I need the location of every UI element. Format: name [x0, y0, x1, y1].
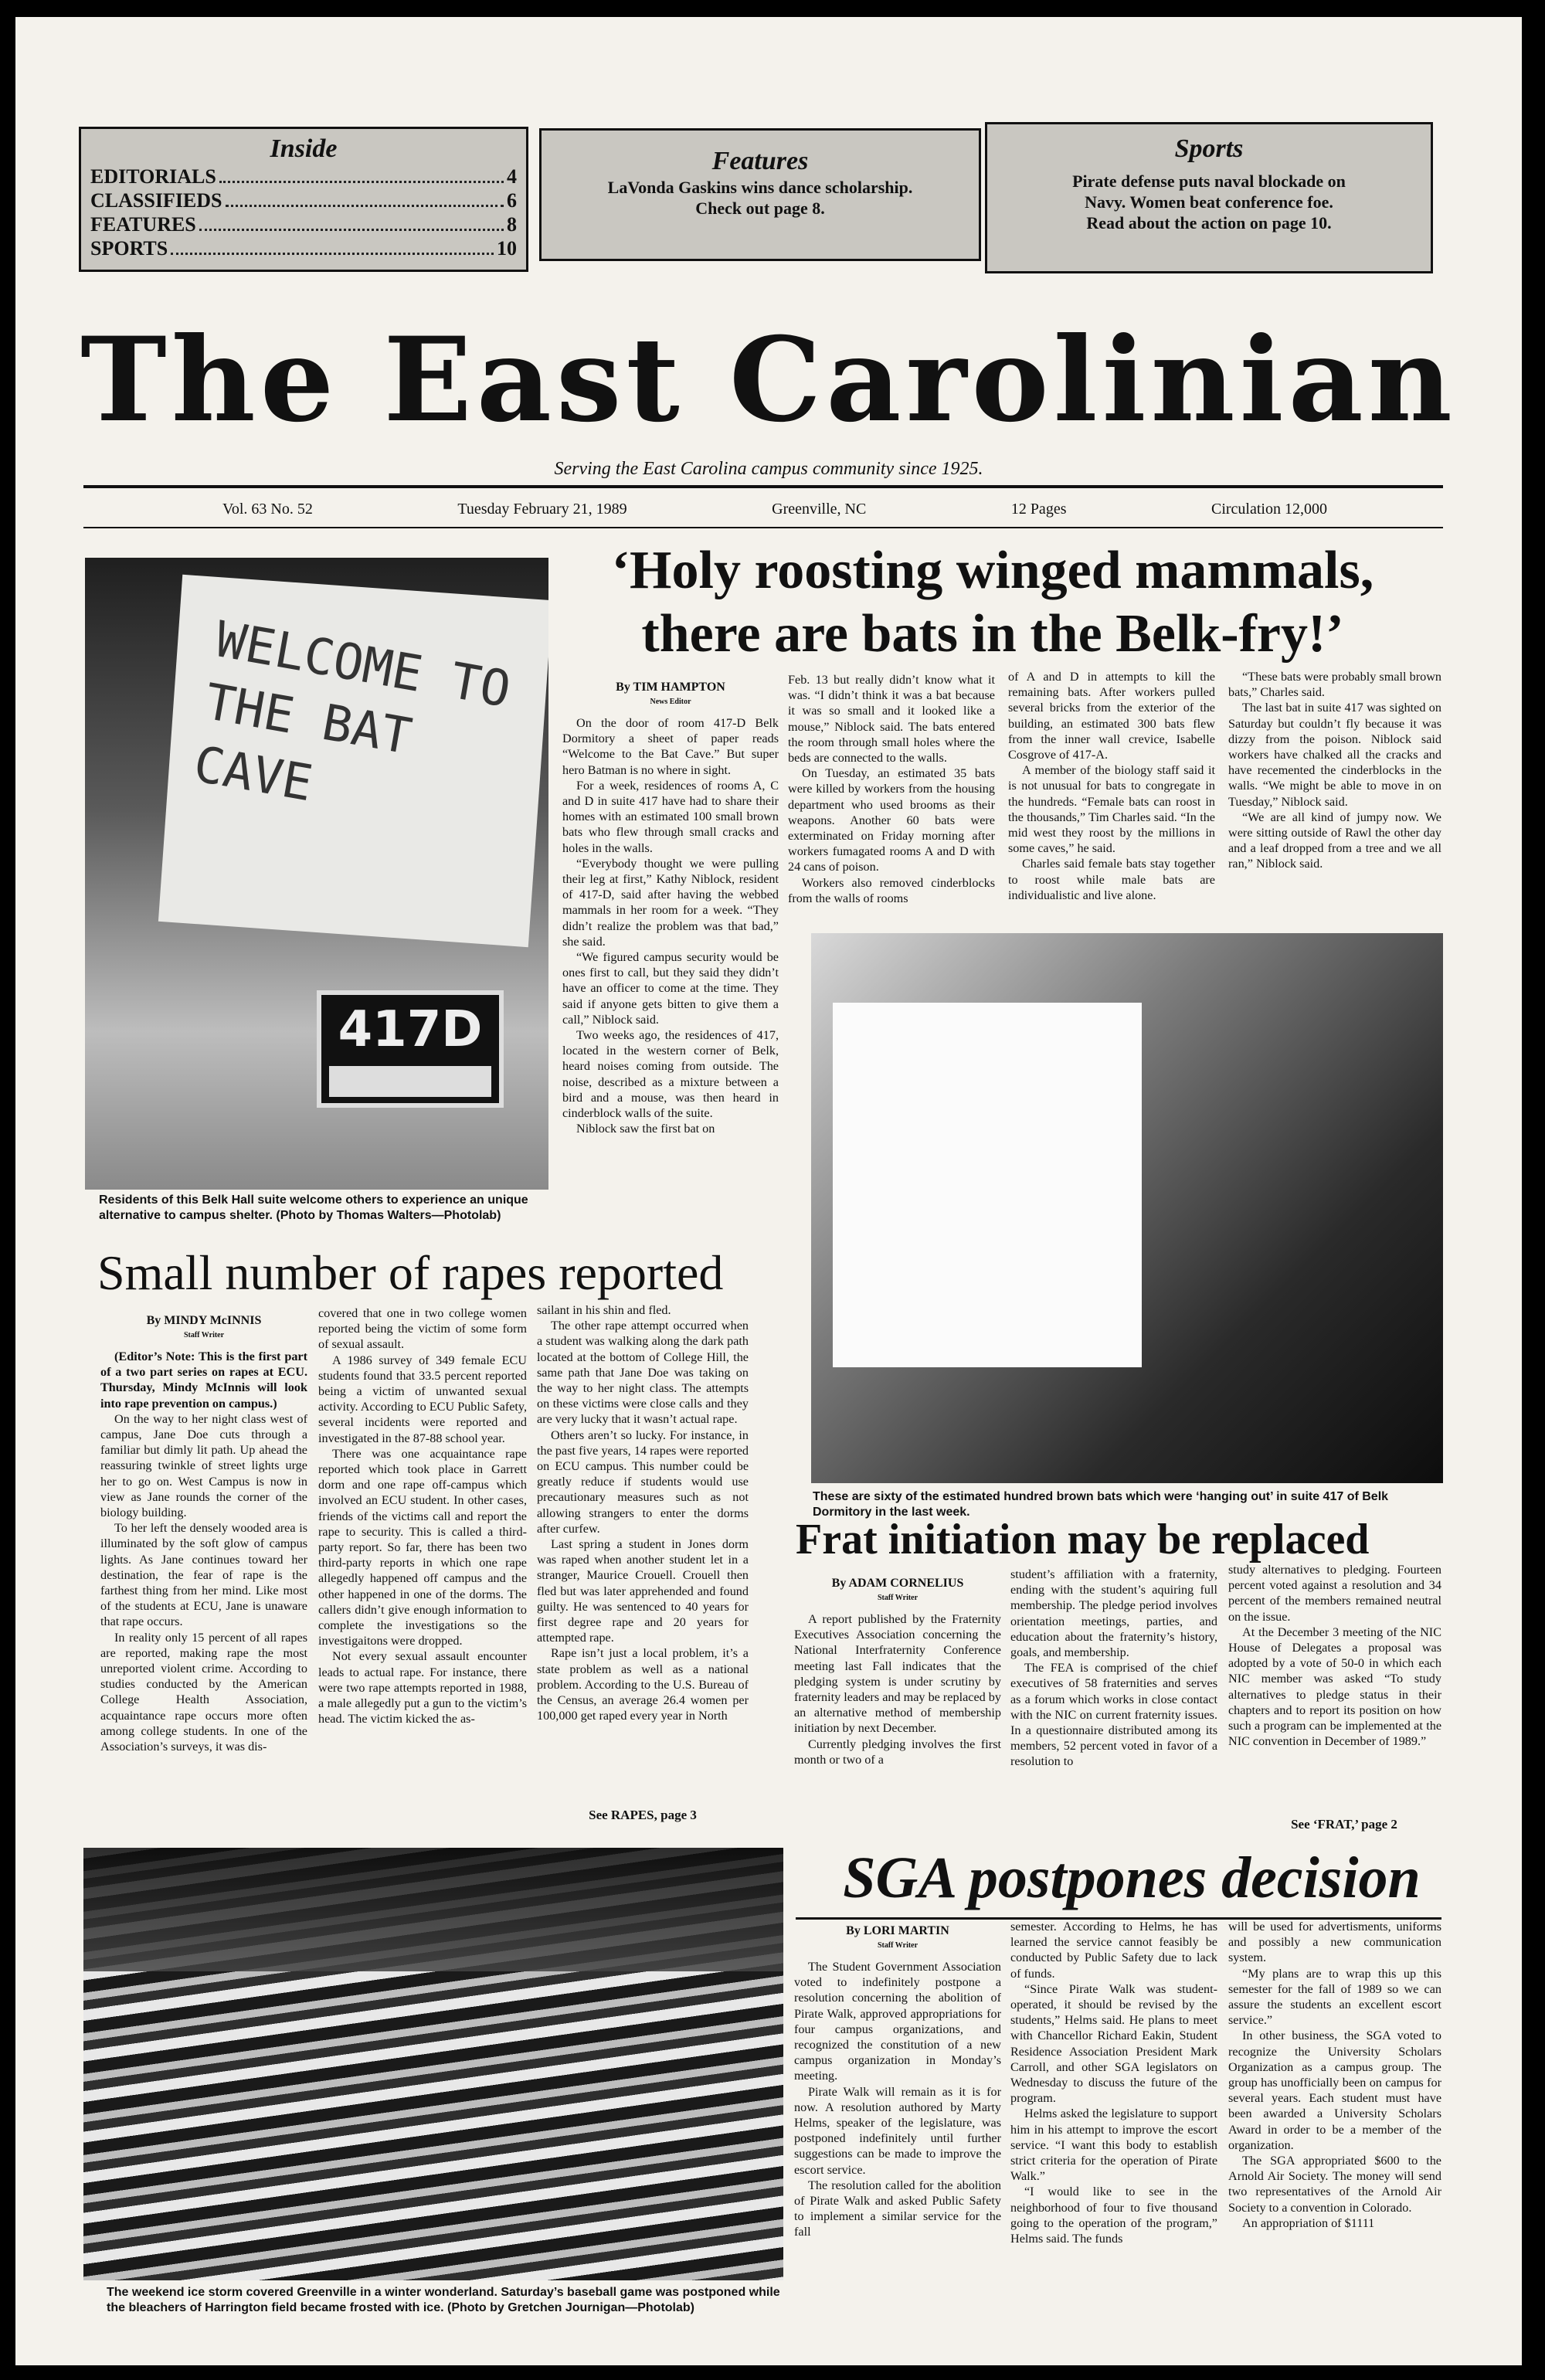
rapes-byline-role: Staff Writer [183, 1331, 225, 1339]
toc-row [90, 165, 517, 188]
article-paragraph: A member of the biology staff said it is not unusual for bats to congregate in the hundreds. “Female bats can roost in the thousands,” Tim Charles said. “In the mid west they roost by the millions in some caves,” he said. [1008, 763, 1215, 856]
rapes-column-3 [537, 1302, 749, 1806]
toc-page: 10 [497, 237, 517, 260]
article-paragraph: An appropriation of $1111 [1242, 2215, 1375, 2230]
frat-column-3 [1228, 1562, 1441, 1815]
article-paragraph: To her left the densely wooded area is illuminated by the soft glow of campus lights. As Jane continues toward her destination, the fear of rape is the farthest thing from her mind. Like most of the students at ECU, Jane is unaware that rape occurs. [100, 1521, 307, 1629]
article-paragraph: “I would like to see in the neighborhood of four to five thousand going to the operation of the program,” Helms said. The funds [1010, 2185, 1217, 2246]
toc-page: 6 [507, 189, 517, 212]
ice-storm-bleachers-photo [83, 1848, 783, 2280]
frat-column-3-text [1228, 1562, 1441, 1749]
article-paragraph: “My plans are to wrap this up this semester for the fall of 1989 so we can assure the students an excellent escort service.” [1228, 1966, 1441, 2028]
photo1-caption: Residents of this Belk Hall suite welcome others to experience an unique alternative to campus shelter. (Photo by Thomas Walters—Photolab) [99, 1193, 528, 1222]
sports-title: Sports [1174, 134, 1244, 163]
toc-label: SPORTS [90, 237, 168, 260]
sports-box [985, 122, 1433, 273]
sga-byline-role: Staff Writer [877, 1941, 919, 1950]
rapes-column-3-text [537, 1302, 749, 1723]
article-paragraph: At the December 3 meeting of the NIC House of Delegates a proposal was adopted by a vote of 50-0 in which each NIC member was asked “To study alternatives to pledge status in their chapters and to report its position on how such a program can be implemented at the NIC convention in December of 1989.” [1228, 1625, 1441, 1749]
article-paragraph: covered that one in two college women reported being the victim of some form of sexual assault. [318, 1306, 527, 1352]
toc-label: EDITORIALS [90, 165, 216, 188]
toc-row [90, 188, 517, 212]
no-smoking-sticker [329, 1066, 491, 1097]
article-paragraph: Two weeks ago, the residences of 417, located in the western corner of Belk, heard noises coming from outside. The noise, described as a mixture between a bird and a mouse, was then heard in cinderblock walls of the suite. [562, 1028, 779, 1121]
article-paragraph: Workers also removed cinderblocks from the walls of rooms [788, 875, 995, 905]
bats-headline [510, 539, 1475, 666]
bats-headline-line-1: ‘Holy roosting winged mammals, [611, 541, 1374, 600]
article-paragraph: Others aren’t so lucky. For instance, in the past five years, 14 rapes were reported on ECU campus. This number could be greatly reduce if students would use precautionary measures such as not allowing strangers to enter the dorms after curfew. [537, 1428, 749, 1536]
newspaper-page [15, 17, 1522, 2365]
bats-column-2-text [788, 672, 995, 906]
article-paragraph: semester. According to Helms, he has learned the service cannot feasibly be conducted by Public Safety due to lack of funds. [1010, 1920, 1217, 1981]
toc-leader [226, 205, 504, 207]
toc-leader [199, 229, 504, 231]
inside-box [79, 127, 528, 272]
sga-column-3-text [1228, 1919, 1441, 2231]
bats-on-wall-photo [811, 933, 1443, 1483]
toc-page: 8 [507, 213, 517, 236]
rapes-column-2-text [318, 1305, 527, 1726]
sga-column-2-text [1010, 1919, 1217, 2246]
article-paragraph: Currently pledging involves the first month or two of a [794, 1737, 1001, 1767]
bats-byline-name: By TIM HAMPTON [616, 681, 725, 694]
rapes-column-2 [318, 1305, 527, 1825]
sports-line-3: Read about the action on page 10. [1086, 213, 1332, 233]
bats-column-1 [562, 675, 779, 1230]
article-paragraph: On Tuesday, an estimated 35 bats were killed by workers from the housing department who used brooms as their weapons. Another 60 bats were exterminated on Friday morning after workers fumagated rooms A and D with 24 cans of poison. [788, 766, 995, 874]
article-paragraph: The last bat in suite 417 was sighted on Saturday but couldn’t fly because it was dizzy from the poison. Niblock said workers have chalked all the cracks and have recemented the cinderblocks in the walls. “We might be able to move in on Tuesday,” Niblock said. [1228, 701, 1441, 809]
article-paragraph: On the door of room 417-D Belk Dormitory a sheet of paper reads “Welcome to the Bat Cave.” But super hero Batman is no where in sight. [562, 716, 779, 777]
bats-column-3-text [1008, 669, 1215, 903]
toc-leader [171, 253, 494, 255]
features-line-1: LaVonda Gaskins wins dance scholarship. [607, 178, 913, 197]
issue-date: Tuesday February 21, 1989 [457, 501, 627, 518]
article-paragraph: The resolution called for the abolition of Pirate Walk and asked Public Safety to implement a similar service for the fall [794, 2178, 1001, 2239]
circulation: Circulation 12,000 [1211, 501, 1327, 518]
article-paragraph: Helms asked the legislature to support him in his attempt to improve the escort service. “I want this body to establish strict criteria for the operation of Pirate Walk.” [1010, 2107, 1217, 2184]
inside-title: Inside [270, 134, 338, 163]
paper-sign [158, 575, 548, 947]
article-paragraph: A 1986 survey of 349 female ECU students found that 33.5 percent reported being a victim of unwanted sexual activity. According to ECU Public Safety, several incidents were reported and investigated in the 87-88 school year. [318, 1353, 527, 1445]
frat-column-1 [794, 1571, 1001, 1838]
frat-column-2-text [1010, 1567, 1217, 1770]
bats-column-3 [1008, 669, 1215, 930]
article-paragraph: In reality only 15 percent of all rapes are reported, making rape the most unreported violent crime. According to studies conducted by the American College Health Association, acquaintance rape occurs more often among college students. In one of the Association’s surveys, it was dis- [100, 1630, 307, 1754]
frat-byline-name: By ADAM CORNELIUS [831, 1577, 964, 1590]
frat-byline-role: Staff Writer [877, 1594, 919, 1602]
article-paragraph: Rape isn’t just a local problem, it’s a state problem as well as a national problem. According to the U.S. Bureau of the Census, an average 26.4 women per 100,000 get raped every year in North [537, 1646, 749, 1723]
article-paragraph: The Student Government Association voted to indefinitely postpone a resolution concerning the abolition of Pirate Walk, approved appropriations for four campus organizations, and recognized the constitution of a new campus organization in Monday’s meeting. [794, 1960, 1001, 2083]
article-paragraph: The other rape attempt occurred when a student was walking along the dark path located at the bottom of College Hill, the same path that Jane Doe was taking on the way to her night class. The attempts on these victims were close calls and they are very lucky that it wasn’t actual rape. [537, 1319, 749, 1427]
article-paragraph: (Editor’s Note: This is the first part of a two part series on rapes at ECU. Thursday, Mindy McInnis will look into rape prevention on campus.) [100, 1350, 307, 1411]
article-paragraph: Not every sexual assault encounter leads to actual rape. For instance, there were two rape attempts reported in 1988, a male allegedly put a gun to the victim’s head. The victim kicked the as- [318, 1649, 527, 1726]
article-paragraph: Feb. 13 but really didn’t know what it was. “I didn’t think it was a bat because it was so small and it looked like a mouse,” Niblock said. The bats entered the room through small holes where the beds are connected to the walls. [788, 673, 995, 766]
sga-column-1-text [794, 1959, 1001, 2240]
frat-column-1-text [794, 1611, 1001, 1767]
article-paragraph: Charles said female bats stay together to roost while male bats are individualistic and live alone. [1008, 857, 1215, 902]
toc-leader [219, 181, 504, 183]
frat-byline [794, 1576, 1001, 1605]
frat-jump: See ‘FRAT,’ page 2 [1291, 1817, 1397, 1832]
article-paragraph: On the way to her night class west of campus, Jane Doe cuts through a familiar but dimly lit path. Up ahead the reassuring twinkle of street lights urge her to go on. West Campus is now in view as Jane rounds the corner of the biology building. [100, 1411, 307, 1520]
toc-row [90, 236, 517, 260]
toc-label: CLASSIFIEDS [90, 189, 222, 212]
bat-cave-door-photo [85, 558, 548, 1190]
masthead-rule-bottom [83, 527, 1443, 528]
photo2-caption: These are sixty of the estimated hundred brown bats which were ‘hanging out’ in suite 417 of Belk Dormitory in the last week. [813, 1490, 1389, 1519]
ice-photo-caption: The weekend ice storm covered Greenville in a winter wonderland. Saturday’s baseball game was postponed while the bleachers of Harrington field became frosted with ice. (Photo by Gretchen Journigan—Photolab) [107, 2286, 780, 2314]
article-paragraph: Last spring a student in Jones dorm was raped when another student let in a stranger, Maurice Crouell. Crouell then fled but was later apprehended and found guilty. He was sentenced to 40 years for first degree rape and 20 years for attempted rape. [537, 1537, 749, 1645]
article-paragraph: A report published by the Fraternity Executives Association concerning the National Interfraternity Conference meeting last Fall indicates that the pledging system is under scrutiny by fraternity leaders and may be replaced by an alternative method of membership initiation by next December. [794, 1612, 1001, 1736]
article-paragraph: sailant in his shin and fled. [537, 1303, 671, 1317]
article-paragraph: The FEA is comprised of the chief executives of 58 fraternities and serves as a forum which works in close contact with the NIC on current fraternity issues. In a questionnaire distributed among its members, 52 percent voted in favor of a resolution to [1010, 1661, 1217, 1769]
sports-line-2: Navy. Women beat conference foe. [1085, 192, 1333, 212]
article-paragraph: “These bats were probably small brown bats,” Charles said. [1228, 670, 1441, 700]
door-number: 417D [338, 1001, 483, 1058]
door-number-plate [317, 990, 504, 1108]
features-line-2: Check out page 8. [695, 199, 825, 218]
masthead-rule-top [83, 485, 1443, 488]
bats-column-1-text [562, 715, 779, 1136]
toc-label: FEATURES [90, 213, 196, 236]
sign-handwriting: WELCOME TO THE BAT CAVE [189, 611, 515, 813]
sga-byline [794, 1923, 1001, 1953]
features-title: Features [711, 147, 809, 175]
bats-byline-role: News Editor [650, 698, 691, 706]
rapes-headline: Small number of rapes reported [97, 1245, 724, 1300]
frat-headline: Frat initiation may be replaced [796, 1516, 1370, 1563]
photo-dark-top [83, 1848, 783, 1971]
bats-headline-line-2: there are bats in the Belk-fry!’ [641, 604, 1344, 664]
bats-column-4-text [1228, 669, 1441, 872]
masthead-title: The East Carolinian [80, 312, 1457, 448]
rapes-column-1 [100, 1309, 307, 1825]
sports-line-1: Pirate defense puts naval blockade on [1072, 171, 1346, 191]
frat-column-2 [1010, 1567, 1217, 1838]
toc-page: 4 [507, 165, 517, 188]
rapes-byline-name: By MINDY McINNIS [146, 1314, 262, 1327]
rapes-byline [100, 1313, 307, 1343]
article-paragraph: For a week, residences of rooms A, C and D in suite 417 have had to share their homes with an estimated 100 small brown bats who flew through small cracks and holes in the walls. [562, 778, 779, 855]
article-paragraph: will be used for advertisments, uniforms and possibly a new communication system. [1228, 1920, 1441, 1965]
article-paragraph: study alternatives to pledging. Fourteen percent voted against a resolution and 34 percent of the members remained neutral on the issue. [1228, 1563, 1441, 1624]
toc-row [90, 212, 517, 236]
article-paragraph: student’s affiliation with a fraternity, ending with the student’s aquiring full membership. The pledge period involves orientation meetings, parties, and education about the fraternity’s history, goals, and membership. [1010, 1567, 1217, 1660]
sga-column-1 [794, 1919, 1001, 2355]
sga-column-3 [1228, 1919, 1441, 2355]
rapes-jump: See RAPES, page 3 [589, 1808, 697, 1822]
table-of-contents [90, 165, 517, 260]
sga-headline: SGA postpones decision [843, 1845, 1421, 1910]
bats-byline [562, 680, 779, 709]
article-paragraph: “Everybody thought we were pulling their leg at first,” Kathy Niblock, resident of 417-D, said after having the webbed mammals in her room for a week. “They didn’t realize the problem was that bad,” she said. [562, 856, 779, 949]
info-bar [222, 501, 1327, 518]
article-paragraph: There was one acquaintance rape reported which took place in Garrett dorm and one rape off-campus which involved an ECU student. In other cases, friends of the victims call and report the rape to security. This is called a third-party report. So far, there has been two third-party reports in which one rape allegedly happened off campus and the other happened in one of the dorms. The callers didn’t give enough information to complete the investigations so the investigaitons were dropped. [318, 1446, 527, 1648]
features-box [539, 128, 981, 261]
sga-column-2 [1010, 1919, 1217, 2355]
masthead-slogan: Serving the East Carolina campus community since 1925. [554, 459, 983, 479]
article-paragraph: “We figured campus security would be ones first to call, but they said they didn’t have an officer to come at the time. They said if anyone gets bitten to give them a call,” Niblock said. [562, 950, 779, 1027]
article-paragraph: Niblock saw the first bat on [576, 1122, 715, 1136]
location: Greenville, NC [772, 501, 867, 518]
article-paragraph: In other business, the SGA voted to recognize the University Scholars Organization as a campus group. The group has unofficially been on campus for several years. Each student must have been awarded a University Scholars Award in order to be a member of the organization. [1228, 2029, 1441, 2152]
article-paragraph: of A and D in attempts to kill the remaining bats. After workers pulled several bricks from the exterior of the building, an estimated 300 bats flew from the inner wall crevice, Isabelle Cosgrove of 417-A. [1008, 670, 1215, 762]
bats-column-4 [1228, 669, 1441, 930]
bright-wall-patch [833, 1003, 1142, 1367]
rapes-column-1-text [100, 1349, 307, 1754]
article-paragraph: “Since Pirate Walk was student-operated, it should be revised by the students,” Helms said. He plans to meet with Chancellor Richard Eakin, Student Residence Association President Mark Carroll, and other SGA legislators on Wednesday to discuss the future of the program. [1010, 1981, 1217, 2106]
page-count: 12 Pages [1010, 501, 1067, 518]
volume-number: Vol. 63 No. 52 [222, 501, 313, 518]
sga-byline-name: By LORI MARTIN [846, 1924, 949, 1937]
bats-column-2 [788, 672, 995, 927]
article-paragraph: Pirate Walk will remain as it is for now. A resolution authored by Marty Helms, speaker of the legislature, was postponed indefinitely until further suggestions can be made to improve the escort service. [794, 2084, 1001, 2177]
article-paragraph: The SGA appropriated $600 to the Arnold Air Society. The money will send two representatives of the Arnold Air Society to a convention in Colorado. [1228, 2154, 1441, 2215]
article-paragraph: “We are all kind of jumpy now. We were sitting outside of Rawl the other day and a leaf dropped from a tree and we all ran,” Niblock said. [1228, 810, 1441, 871]
